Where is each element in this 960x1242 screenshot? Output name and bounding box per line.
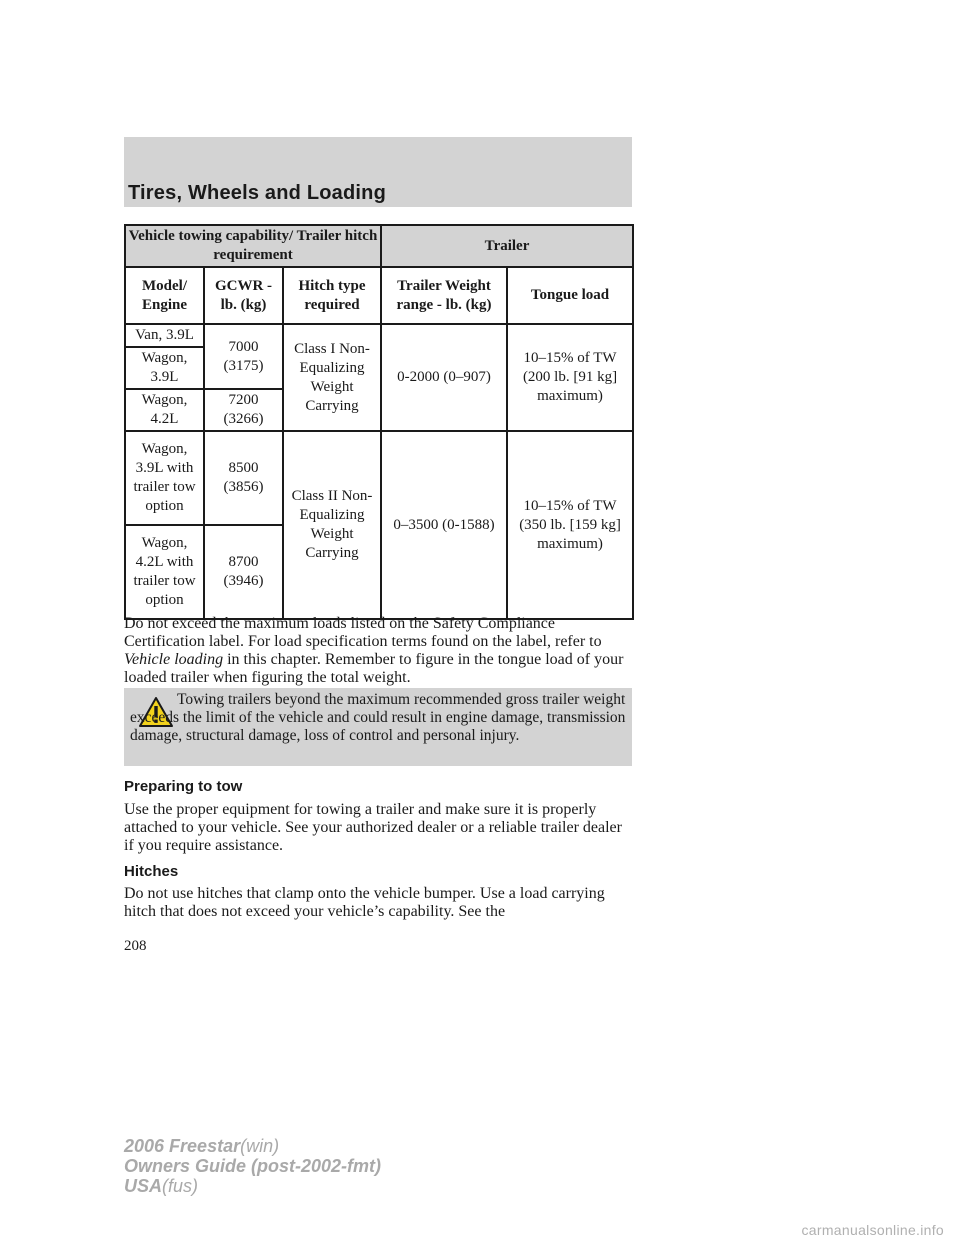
table-row <box>125 324 633 347</box>
footer-market-suffix: (fus) <box>162 1176 199 1196</box>
group-header-trailer: Trailer <box>381 225 633 267</box>
table-cell-gcwr: 8700 (3946) <box>204 525 283 619</box>
load-note <box>124 615 632 687</box>
load-note-paragraph <box>124 615 632 687</box>
column-header: Hitch type required <box>283 267 381 324</box>
hitches-heading: Hitches <box>124 863 179 880</box>
page-number: 208 <box>124 938 147 954</box>
footer-line-3 <box>124 1176 381 1196</box>
footer-market: USA <box>124 1176 163 1196</box>
section-title: Tires, Wheels and Loading <box>128 182 387 204</box>
towing-capability-table <box>124 224 634 620</box>
table-cell-tongue: 10–15% of TW (200 lb. [91 kg] maximum) <box>507 324 633 431</box>
table-cell-model: Wagon, 4.2L with trailer tow option <box>125 525 204 619</box>
load-note-text-end: in this chapter. Remember to figure in the tongue load of your loaded trailer when figuring the total weight. <box>124 651 624 686</box>
warning-text: Towing trailers beyond the maximum recommended gross trailer weight exceeds the limit of the vehicle and could result in engine damage, transmission damage, structural damage, loss of control and personal injury. <box>130 691 626 744</box>
preparing-heading: Preparing to tow <box>124 778 243 795</box>
vehicle-loading-reference: Vehicle loading <box>124 651 224 668</box>
footer-model-suffix: (win) <box>240 1136 280 1156</box>
preparing-section <box>124 778 632 855</box>
table-cell-model: Wagon, 3.9L <box>125 347 204 389</box>
preparing-text: Use the proper equipment for towing a trailer and make sure it is properly attached to your vehicle. See your authorized dealer or a reliable trailer dealer if you require assistance. <box>124 801 622 854</box>
column-header: Model/ Engine <box>125 267 204 324</box>
footer-line-2 <box>124 1156 381 1176</box>
footer-guide: Owners Guide (post-2002-fmt) <box>124 1156 382 1176</box>
footer-model: 2006 Freestar <box>124 1136 241 1156</box>
column-header: Tongue load <box>507 267 633 324</box>
table-cell-weight: 0-2000 (0–907) <box>381 324 507 431</box>
table-cell-gcwr: 7000 (3175) <box>204 324 283 389</box>
table-cell-model: Van, 3.9L <box>125 324 204 347</box>
document-footer <box>124 1136 381 1196</box>
table-cell-gcwr: 7200 (3266) <box>204 389 283 431</box>
column-header: Trailer Weight range - lb. (kg) <box>381 267 507 324</box>
table-cell-model: Wagon, 4.2L <box>125 389 204 431</box>
hitches-text: Do not use hitches that clamp onto the vehicle bumper. Use a load carrying hitch that does not exceed your vehicle’s capability. See the <box>124 885 605 920</box>
footer-line-1 <box>124 1136 381 1156</box>
watermark-text: carmanualsonline.info <box>801 1222 944 1238</box>
section-header-band <box>124 137 632 207</box>
group-header-vehicle: Vehicle towing capability/ Trailer hitch requirement <box>125 225 381 267</box>
table-cell-tongue: 10–15% of TW (350 lb. [159 kg] maximum) <box>507 431 633 619</box>
table-cell-hitch: Class I Non-Equalizing Weight Carrying <box>283 324 381 431</box>
table-row <box>125 431 633 525</box>
table-column-header-row <box>125 267 633 324</box>
warning-box <box>124 688 632 766</box>
column-header: GCWR - lb. (kg) <box>204 267 283 324</box>
table-cell-hitch: Class II Non-Equalizing Weight Carrying <box>283 431 381 619</box>
load-note-text: Do not exceed the maximum loads listed on the Safety Compliance Certification label. For load specification terms found on the label, refer to <box>124 615 602 650</box>
hitches-section <box>124 863 632 921</box>
table-cell-gcwr: 8500 (3856) <box>204 431 283 525</box>
table-cell-weight: 0–3500 (0-1588) <box>381 431 507 619</box>
table-group-header-row <box>125 225 633 267</box>
table-cell-model: Wagon, 3.9L with trailer tow option <box>125 431 204 525</box>
